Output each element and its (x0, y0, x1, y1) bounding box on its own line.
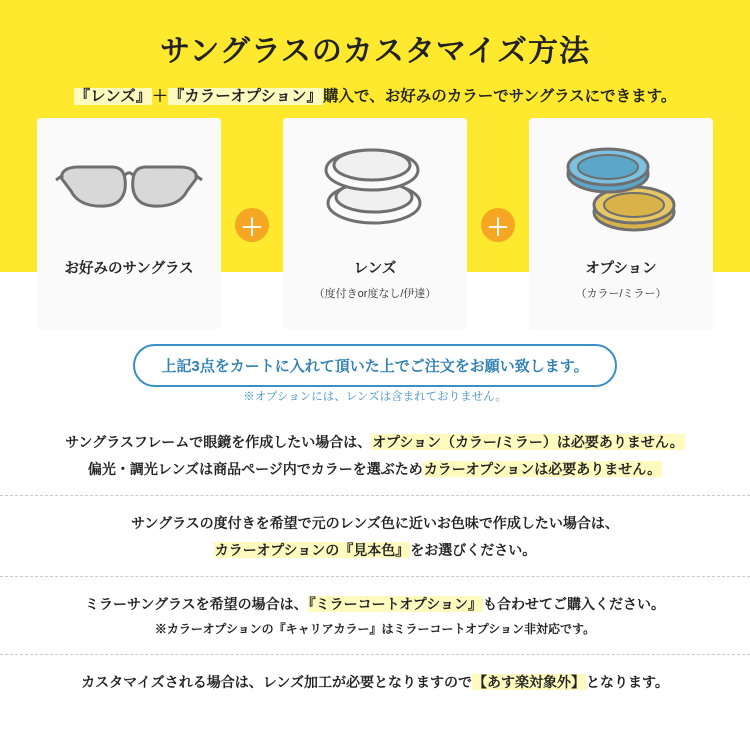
product-cards-row (0, 118, 750, 333)
card-option (529, 118, 713, 330)
lens-pair-icon (283, 118, 467, 260)
note-span: をお選びください。 (410, 541, 537, 558)
card-label: お好みのサングラス (64, 261, 194, 277)
note-span: サングラスフレームで眼鏡を作成したい場合は、 (65, 434, 372, 450)
hero-subtitle-part-4: 購入で、お好みのカラーでサングラスにできます。 (323, 88, 677, 105)
sunglasses-frame-icon (37, 118, 221, 260)
card-sublabel: （カラー/ミラー） (575, 287, 667, 300)
hero-subtitle-part-1: 『レンズ』 (74, 88, 152, 105)
plus-icon-1: ＋ (235, 208, 269, 242)
note-span: サングラスの度付きを希望で元のレンズ色に近いお色味で作成したい場合は、 (131, 515, 619, 532)
note-block (0, 495, 750, 576)
note-line (20, 456, 730, 483)
card-label: オプション (585, 261, 657, 277)
order-notice-pill: 上記3点をカートに入れて頂いた上でご注文をお願い致します。 (133, 344, 616, 387)
note-span: 偏光・調光レンズは商品ページ内でカラーを選ぶため (87, 460, 423, 477)
color-option-discs-icon (529, 118, 713, 260)
note-span: ※カラーオプションの『キャリアカラー』はミラーコートオプション非対応です。 (154, 621, 596, 636)
note-span: となります。 (585, 673, 669, 690)
card-sunglasses-frame (37, 118, 221, 330)
note-span-highlight: 【あす楽対象外】 (472, 673, 585, 690)
note-line (20, 537, 730, 564)
hero-subtitle-part-2: ＋ (152, 88, 168, 105)
hero-subtitle (0, 84, 750, 106)
note-line-small (20, 618, 730, 641)
plus-icon-2: ＋ (481, 208, 515, 242)
note-block (0, 654, 750, 709)
card-sublabel: （度付きor度なし/伊達） (313, 287, 437, 300)
note-span-highlight: カラーオプションの『見本色』 (214, 541, 410, 558)
note-block (0, 415, 750, 495)
note-line (20, 669, 730, 696)
note-line (20, 429, 730, 456)
note-span: カスタマイズされる場合は、レンズ加工が必要となりますので (81, 673, 472, 690)
note-span-highlight: カラーオプションは必要ありません。 (423, 460, 662, 477)
hero-subtitle-part-3: 『カラーオプション』 (168, 88, 323, 105)
note-line (20, 510, 730, 537)
note-span-highlight: 『ミラーコートオプション』 (308, 596, 482, 613)
note-span: ミラーサングラスを希望の場合は、 (85, 596, 308, 613)
note-block (0, 576, 750, 653)
note-line (20, 591, 730, 618)
note-span: も合わせてご購入ください。 (482, 596, 665, 613)
order-notice-pill-wrap (0, 344, 750, 387)
page-title: サングラスのカスタマイズ方法 (159, 35, 591, 68)
card-label: レンズ (353, 261, 397, 277)
note-span-highlight: オプション（カラー/ミラー）は必要ありません。 (372, 434, 684, 450)
option-note: ※オプションには、レンズは含まれておりません。 (243, 391, 507, 403)
card-lens (283, 118, 467, 330)
notes-section (0, 415, 750, 708)
